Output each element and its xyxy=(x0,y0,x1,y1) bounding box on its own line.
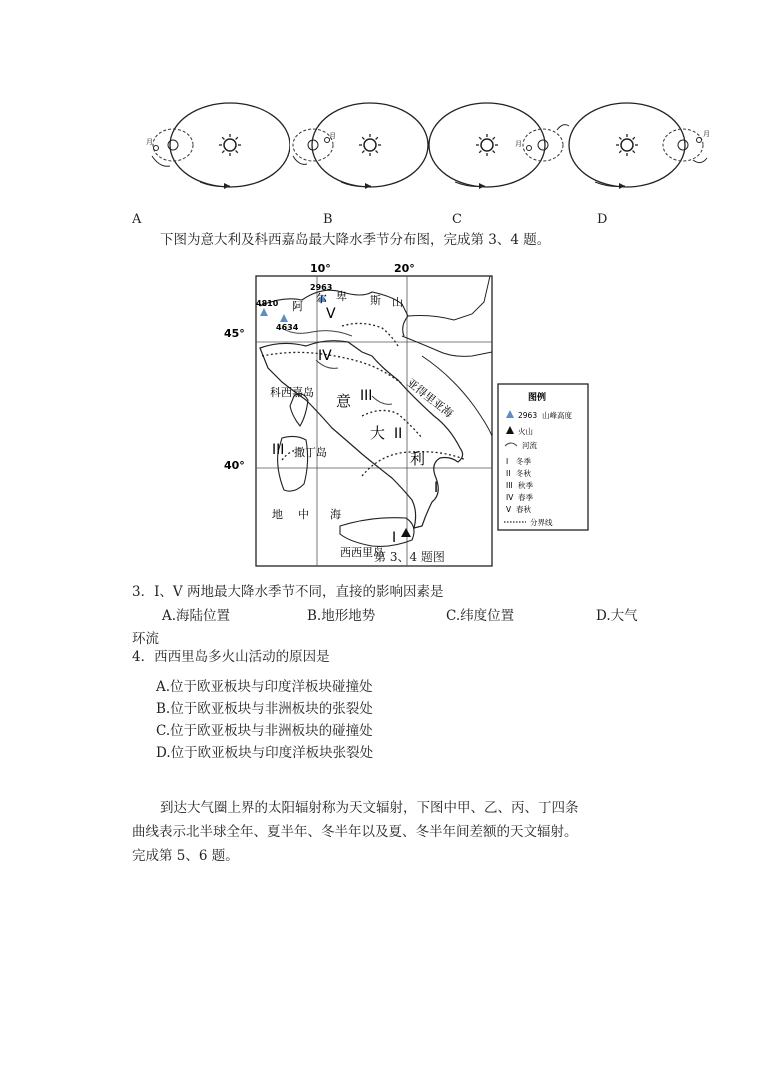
moon-label: 月 xyxy=(329,132,336,140)
legend-iv-symbol: IV xyxy=(506,493,514,502)
region-v: V xyxy=(326,306,336,322)
place-alps-1: 阿 xyxy=(292,300,303,313)
q4-option-a: A.位于欧亚板块与印度洋板块碰撞处 xyxy=(156,679,373,695)
volcano-icon xyxy=(401,528,411,537)
legend-i-symbol: I xyxy=(506,457,509,466)
q4-option-c: C.位于欧亚板块与非洲板块的碰撞处 xyxy=(156,723,373,739)
peak-4810: 4810 xyxy=(256,299,279,308)
legend-river-label: 河流 xyxy=(522,441,537,450)
lat-40: 40° xyxy=(224,459,245,472)
figure-label-c: C xyxy=(452,212,462,227)
legend-iii-label: 秋季 xyxy=(518,481,533,490)
q4-option-b: B.位于欧亚板块与非洲板块的张裂处 xyxy=(156,701,373,717)
legend-volcano-label: 火山 xyxy=(518,427,533,436)
region-iv: IV xyxy=(318,348,332,364)
place-alps-5: 山 xyxy=(392,296,403,309)
legend-iii-symbol: III xyxy=(506,481,513,490)
orbit-diagram-a xyxy=(140,100,290,204)
q3-option-d-wrap: 环流 xyxy=(132,631,159,647)
place-italy-2: 大 xyxy=(370,424,386,442)
region-i-sicily: I xyxy=(392,530,397,546)
q3-option-b: B.地形地势 xyxy=(307,608,376,624)
region-iii-sardinia: III xyxy=(272,442,285,458)
region-i-south: I xyxy=(434,480,439,496)
italy-precipitation-map xyxy=(222,256,592,575)
legend-ii-label: 冬秋 xyxy=(516,469,531,478)
orbit-diagram-d xyxy=(565,100,715,204)
q4-option-d: D.位于欧亚板块与印度洋板块张裂处 xyxy=(156,745,374,761)
q3-option-a: A.海陆位置 xyxy=(162,608,231,624)
moon-label: 月 xyxy=(515,140,522,148)
legend-peak-label: 山峰高度 xyxy=(542,411,572,420)
map-caption: 第 3、4 题图 xyxy=(374,550,445,564)
q4-stem: 4．西西里岛多火山活动的原因是 xyxy=(132,649,330,665)
legend-i-label: 冬季 xyxy=(516,457,531,466)
figure-label-d: D xyxy=(597,212,608,227)
sun-icon xyxy=(476,134,498,156)
radiation-line-2: 曲线表示北半球全年、夏半年、冬半年以及夏、冬半年间差额的天文辐射。 xyxy=(132,824,578,840)
radiation-line-1: 到达大气圈上界的太阳辐射称为天文辐射，下图中甲、乙、丙、丁四条 xyxy=(160,800,579,816)
q3-option-d: D.大气 xyxy=(596,608,638,624)
q3-stem: 3．I、V 两地最大降水季节不同，直接的影响因素是 xyxy=(132,584,444,600)
moon-label: 月 xyxy=(146,138,153,146)
legend-peak-symbol: 2963 xyxy=(518,411,538,420)
radiation-line-3: 完成第 5、6 题。 xyxy=(132,848,239,864)
figure-label-b: B xyxy=(323,212,333,227)
place-med-3: 海 xyxy=(330,508,341,521)
place-italy-1: 意 xyxy=(336,392,352,410)
lat-45: 45° xyxy=(224,327,245,340)
legend-iv-label: 春季 xyxy=(518,493,533,502)
legend-title: 图例 xyxy=(528,393,547,403)
legend-v-symbol: V xyxy=(506,505,512,514)
sun-icon xyxy=(219,134,241,156)
place-adriatic: 亚得里亚海 xyxy=(404,376,456,421)
sun-icon xyxy=(616,134,638,156)
peak-4634: 4634 xyxy=(276,323,299,332)
place-alps-3: 卑 xyxy=(336,290,347,303)
q3-option-c: C.纬度位置 xyxy=(446,608,515,624)
map-intro: 下图为意大利及科西嘉岛最大降水季节分布图，完成第 3、4 题。 xyxy=(160,232,551,248)
place-corsica: 科西嘉岛 xyxy=(270,386,314,399)
orbit-diagram-c xyxy=(425,100,575,204)
place-med-1: 地 xyxy=(272,508,283,521)
orbit-diagram-b xyxy=(285,100,435,204)
sun-icon xyxy=(359,134,381,156)
place-sardinia: 撒丁岛 xyxy=(294,446,327,459)
place-med-2: 中 xyxy=(298,508,309,521)
map-legend xyxy=(498,384,588,530)
place-sicily: 西西里岛 xyxy=(340,546,384,559)
region-ii: II xyxy=(394,426,403,442)
legend-boundary-label: 分界线 xyxy=(530,518,553,527)
place-alps-4: 斯 xyxy=(370,294,381,307)
legend-ii-symbol: II xyxy=(506,469,511,478)
figure-label-a: A xyxy=(132,212,142,227)
lon-20: 20° xyxy=(394,262,415,275)
region-iii-mainland: III xyxy=(360,388,373,404)
place-alps-2: 尔 xyxy=(316,292,327,305)
legend-v-label: 春秋 xyxy=(516,505,531,514)
lon-10: 10° xyxy=(310,262,331,275)
place-italy-3: 利 xyxy=(410,450,426,468)
peak-2963: 2963 xyxy=(310,283,333,292)
moon-label: 月 xyxy=(703,130,710,138)
